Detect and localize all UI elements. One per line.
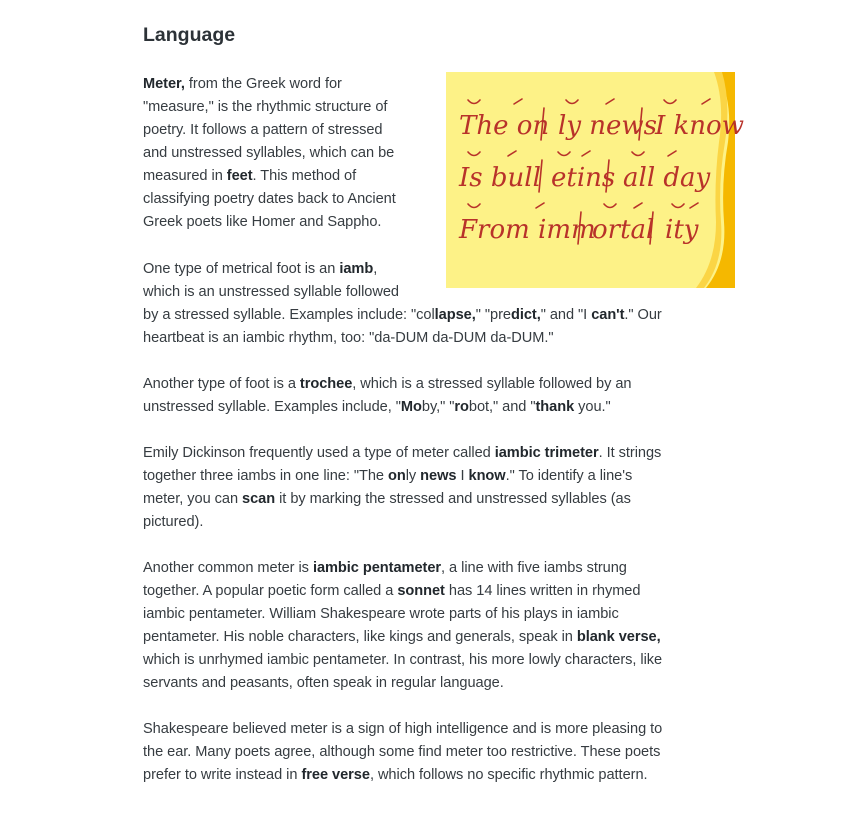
paragraph-pentameter — [143, 557, 662, 695]
line: Shakespeare believed meter is a sign of high intelligence and is more pleasing to — [143, 721, 663, 737]
verse-line1-foot1: The on — [459, 111, 550, 141]
line: which is an unstressed syllable followed — [143, 284, 399, 300]
verse-line3-foot3: ity — [665, 215, 699, 245]
paragraph-meter — [143, 73, 396, 234]
line: measured in feet. This method of — [143, 168, 357, 184]
verse-line1-foot3: I know — [655, 111, 744, 141]
line: prefer to write instead in free verse, which follows no specific rhythmic pattern. — [143, 767, 648, 783]
line: servants and peasants, often speak in regular language. — [143, 675, 504, 691]
line: "measure," is the rhythmic structure of — [143, 99, 388, 115]
verse-line2-foot3: all day — [623, 163, 711, 193]
line: and unstressed syllables, which can be — [143, 145, 395, 161]
line: together three iambs in one line: "The only news I know." To identify a line's — [143, 468, 633, 484]
line: which is unrhymed iambic pentameter. In contrast, his more lowly characters, like — [143, 652, 663, 668]
scansion-illustration — [446, 72, 744, 288]
verse-line3-foot1: From imm — [459, 215, 596, 245]
line: the ear. Many poets agree, although some find meter too restrictive. These poets — [143, 744, 661, 760]
verse-line2-foot2: etins — [551, 163, 616, 193]
line: Another common meter is iambic pentameter, a line with five iambs strung — [143, 560, 627, 576]
line: pictured). — [143, 514, 204, 530]
verse-line1-foot2: ly news — [558, 111, 657, 141]
paragraph-trochee — [143, 373, 632, 419]
line: by a stressed syllable. Examples include: "collapse," "predict," and "I can't." Our — [143, 307, 662, 323]
line: Greek poets like Homer and Sappho. — [143, 214, 382, 230]
line: together. A popular poetic form called a sonnet has 14 lines written in rhymed — [143, 583, 641, 599]
line: meter, you can scan it by marking the stressed and unstressed syllables (as — [143, 491, 631, 507]
paragraph-trimeter — [143, 442, 661, 534]
line: unstressed syllable. Examples include, "Moby," "robot," and "thank you." — [143, 399, 611, 415]
page-title: Language — [143, 24, 236, 46]
line: classifying poetry dates back to Ancient — [143, 191, 396, 207]
line: Another type of foot is a trochee, which is a stressed syllable followed by an — [143, 376, 632, 392]
verse-line2-foot1: Is bull — [459, 163, 541, 193]
line: Emily Dickinson frequently used a type of meter called iambic trimeter. It strings — [143, 445, 662, 461]
line: One type of metrical foot is an iamb, — [143, 261, 378, 277]
line: poetry. It follows a pattern of stressed — [143, 122, 383, 138]
line: iambic pentameter. William Shakespeare wrote parts of his plays in iambic — [143, 606, 619, 622]
paragraph-free-verse — [143, 718, 662, 787]
line: pentameter. His noble characters, like kings and generals, speak in blank verse, — [143, 629, 661, 645]
verse-line3-foot2: ortal — [592, 215, 655, 245]
line: Meter, from the Greek word for — [143, 76, 342, 92]
line: heartbeat is an iambic rhythm, too: "da-DUM da-DUM da-DUM." — [143, 330, 554, 346]
